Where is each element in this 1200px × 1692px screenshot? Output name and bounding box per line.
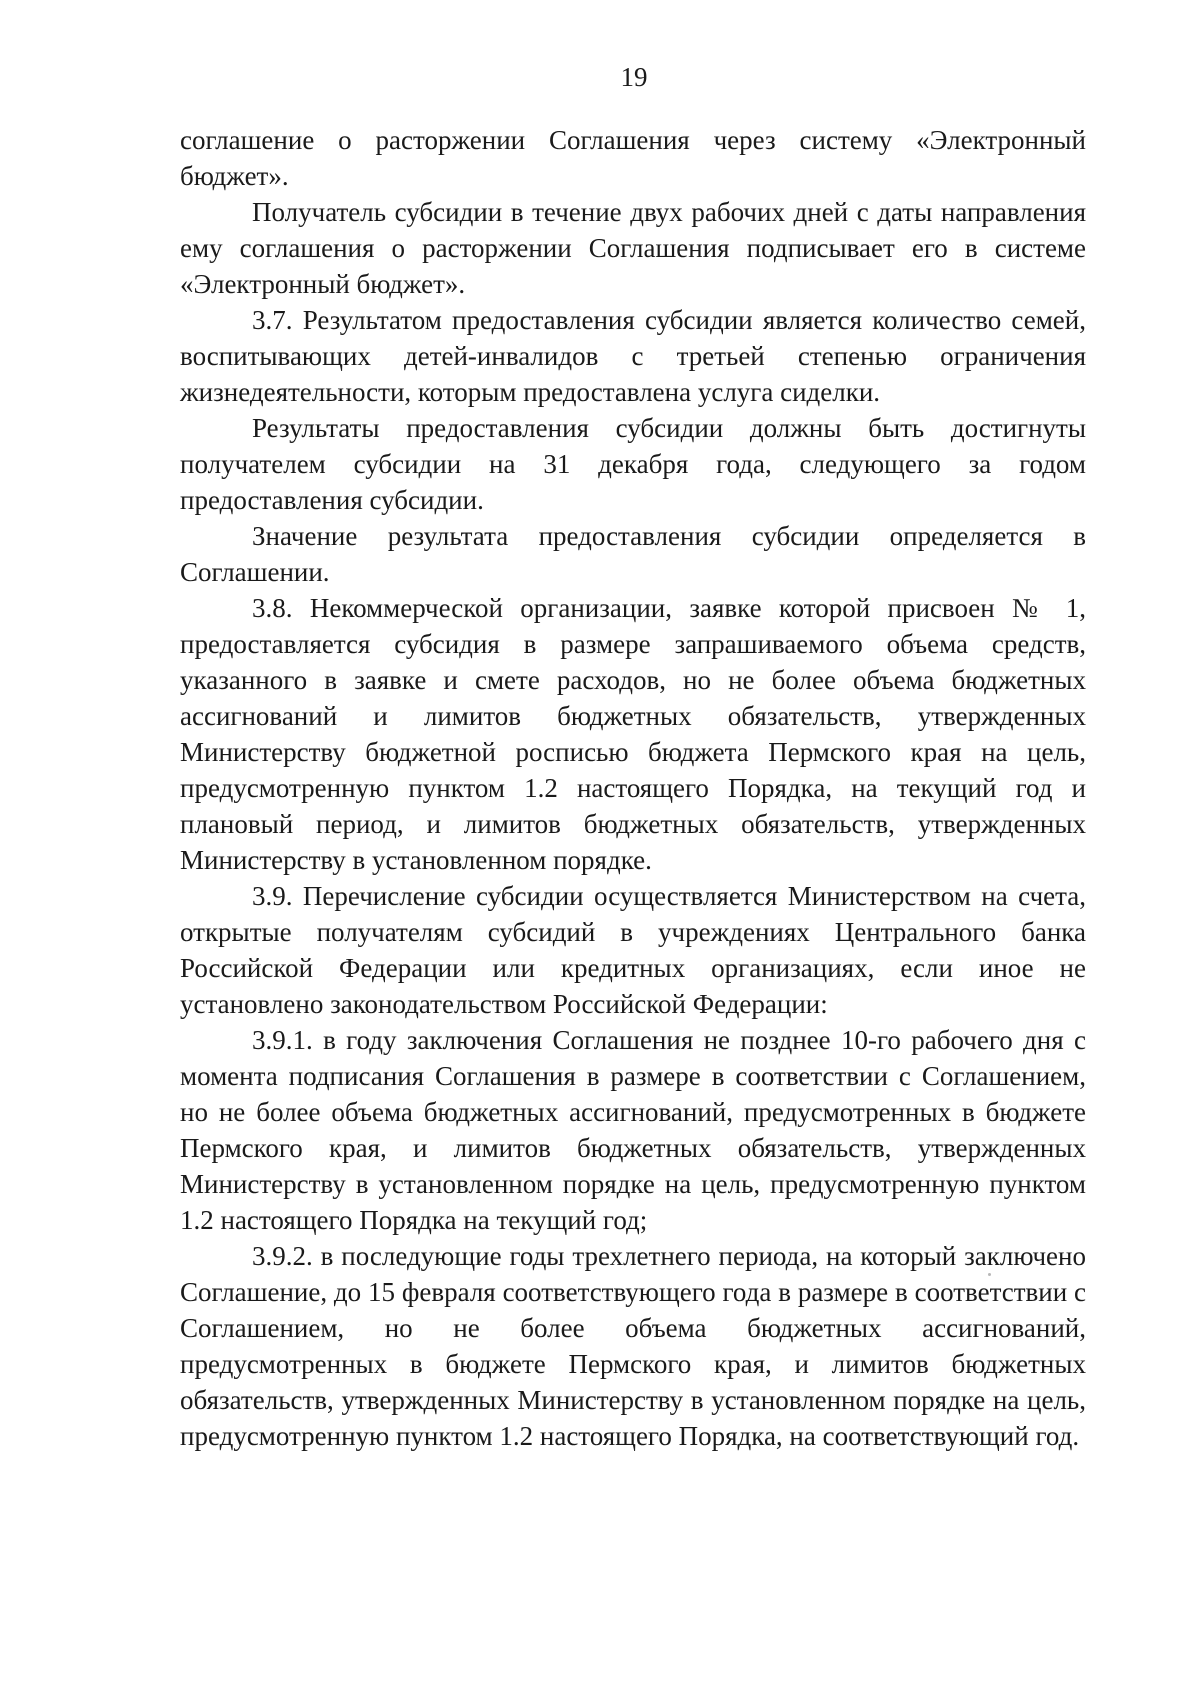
paragraph-3-8: 3.8. Некоммерческой организации, заявке которой присвоен № 1, предоставляется субсидия в размере запрашиваемого объема средств, указанного в заявке и смете расходов, но не более объема бюджетных ассигнований и лимитов бюджетных обязательств, утвержденных Министерству бюджетной росписью бюджета Пермского края на цель, предусмотренную пунктом 1.2 настоящего Порядка, на текущий год и плановый период, и лимитов бюджетных обязательств, утвержденных Министерству в установленном порядке. [180, 593, 1086, 875]
document-body [180, 122, 1086, 1454]
paragraph-3-9-1: 3.9.1. в году заключения Соглашения не позднее 10-го рабочего дня с момента подписания Соглашения в размере в соответствии с Соглашением, но не более объема бюджетных ассигнований, предусмотренных в бюджете Пермского края, и лимитов бюджетных обязательств, утвержденных Министерству в установленном порядке на цель, предусмотренную пунктом 1.2 настоящего Порядка на текущий год; [180, 1025, 1086, 1235]
paragraph-continuation: соглашение о расторжении Соглашения через систему «Электронный бюджет». [180, 125, 1086, 191]
page-number: 19 [620, 62, 648, 92]
paragraph-3-9: 3.9. Перечисление субсидии осуществляется Министерством на счета, открытые получателям субсидий в учреждениях Центрального банка Российской Федерации или кредитных организациях, если иное не установлено законодательством Российской Федерации: [180, 881, 1086, 1019]
scan-artifact [988, 1273, 991, 1276]
paragraph-recipient-signing: Получатель субсидии в течение двух рабочих дней с даты направления ему соглашения о расторжении Соглашения подписывает его в системе «Электронный бюджет». [180, 197, 1086, 299]
paragraph-3-9-2: 3.9.2. в последующие годы трехлетнего периода, на который заключено Соглашение, до 15 февраля соответствующего года в размере в соответствии с Соглашением, но не более объема бюджетных ассигнований, предусмотренных в бюджете Пермского края, и лимитов бюджетных обязательств, утвержденных Министерству в установленном порядке на цель, предусмотренную пунктом 1.2 настоящего Порядка, на соответствующий год. [180, 1241, 1086, 1451]
paragraph-3-7: 3.7. Результатом предоставления субсидии является количество семей, воспитывающих детей-инвалидов с третьей степенью ограничения жизнедеятельности, которым предоставлена услуга сиделки. [180, 305, 1086, 407]
paragraph-result-value: Значение результата предоставления субсидии определяется в Соглашении. [180, 521, 1086, 587]
paragraph-results-deadline: Результаты предоставления субсидии должны быть достигнуты получателем субсидии на 31 декабря года, следующего за годом предоставления субсидии. [180, 413, 1086, 515]
